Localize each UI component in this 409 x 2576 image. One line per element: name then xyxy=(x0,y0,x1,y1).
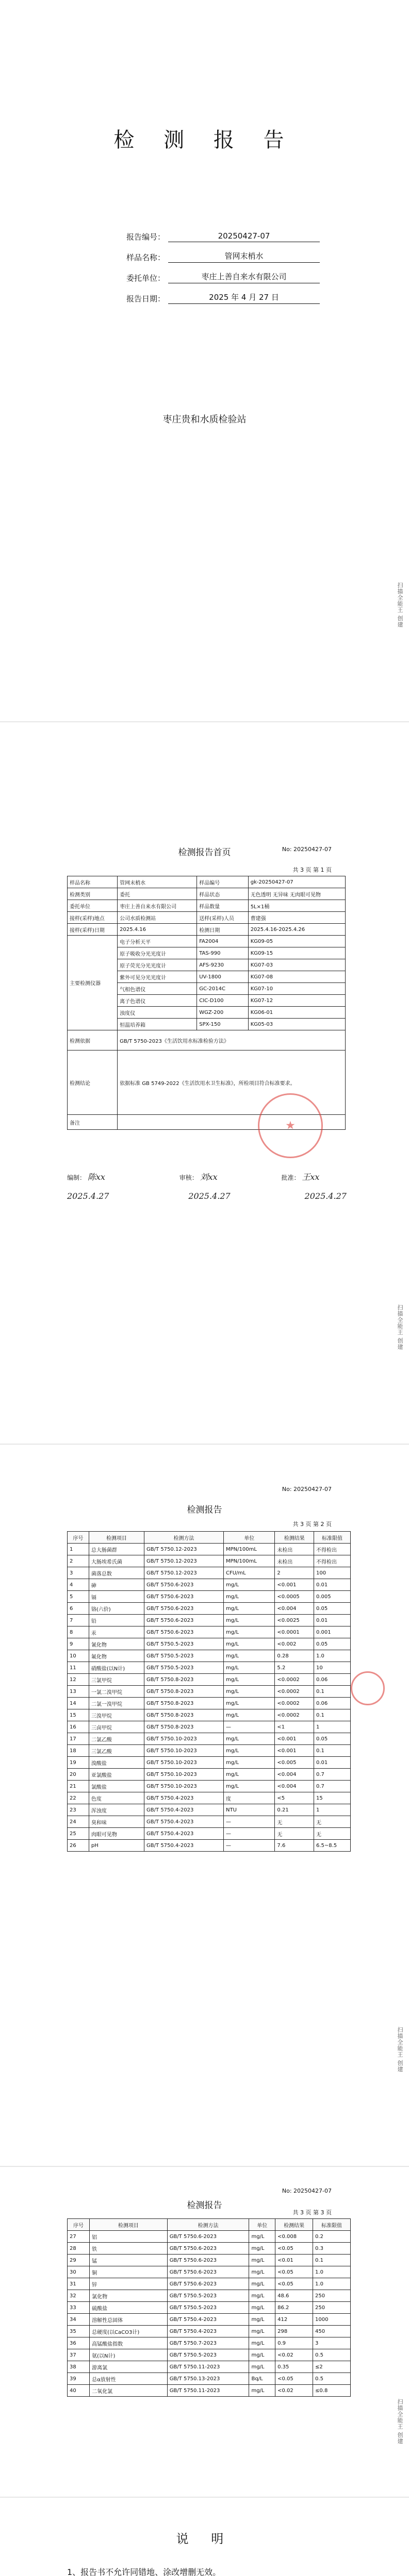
table-row: 气相色谱仪 GC-2014C KG07-10 xyxy=(68,983,346,995)
doc-number: No: 20250427-07 xyxy=(282,2188,332,2194)
cover-title: 检 测 报 告 xyxy=(113,128,296,152)
seam-seal xyxy=(351,1671,385,1705)
cover-field-sample-name: 样品名称： 管网末梢水 xyxy=(103,242,320,263)
table-row: 14 二氯一溴甲烷 GB/T 5750.8-2023 mg/L <0.0002 0.06 xyxy=(68,1698,351,1709)
table-header-row: 序号 检测项目 检测方法 单位 检测结果 标准限值 xyxy=(68,1532,351,1544)
first-page xyxy=(0,722,409,1444)
table-row: 17 二氯乙酸 GB/T 5750.10-2023 mg/L <0.001 0.05 xyxy=(68,1733,351,1745)
table-row: 36 高锰酸盐指数 GB/T 5750.7-2023 mg/L 0.9 3 xyxy=(68,2337,351,2349)
cover-organization: 枣庄贵和水质检验站 xyxy=(162,414,247,425)
table-row: 原子吸收分光光度计 TAS-990 KG09-15 xyxy=(68,947,346,959)
table-row: 紫外可见分光光度计 UV-1800 KG07-08 xyxy=(68,971,346,983)
table-row: 9 氰化物 GB/T 5750.5-2023 mg/L <0.002 0.05 xyxy=(68,1638,351,1650)
table-row: 37 氨(以N计) GB/T 5750.5-2023 mg/L <0.02 0.5 xyxy=(68,2349,351,2361)
table-row: 23 浑浊度 GB/T 5750.4-2023 NTU 0.21 1 xyxy=(68,1804,351,1816)
table-row: 31 锌 GB/T 5750.6-2023 mg/L <0.05 1.0 xyxy=(68,2278,351,2290)
table-row: 12 三氯甲烷 GB/T 5750.8-2023 mg/L <0.0002 0.06 xyxy=(68,1674,351,1686)
notes-page xyxy=(0,2498,409,2576)
table-row: 28 铁 GB/T 5750.6-2023 mg/L <0.05 0.3 xyxy=(68,2243,351,2255)
table-row: 浊度仪 WGZ-200 KG06-01 xyxy=(68,1007,346,1019)
table-row: 检测结论 依据标准 GB 5749-2022《生活饮用水卫生标准》，所检项目符合标准要求。 xyxy=(68,1050,346,1115)
table-row: 离子色谱仪 CIC-D100 KG07-12 xyxy=(68,995,346,1007)
table-row: 主要检测仪器 电子分析天平 FA2004 KG09-05 xyxy=(68,936,346,947)
table-row: 备注 xyxy=(68,1115,346,1130)
table-row: 20 亚氯酸盐 GB/T 5750.10-2023 mg/L <0.004 0.7 xyxy=(68,1769,351,1781)
page-info: 共 3 页 第 2 页 xyxy=(292,1521,332,1528)
note-item: 1、报告书不允许同错地、涂改增删无效。 xyxy=(67,2567,221,2576)
table-row: 16 三卤甲烷 GB/T 5750.8-2023 — <1 1 xyxy=(68,1721,351,1733)
notes-title: 说 明 xyxy=(176,2532,233,2546)
signature: 陈xx xyxy=(87,1172,105,1182)
table-row: 4 砷 GB/T 5750.6-2023 mg/L <0.001 0.01 xyxy=(68,1579,351,1591)
cover-field-report-date: 报告日期： 2025 年 4 月 27 日 xyxy=(103,283,320,304)
results-page-1 xyxy=(0,1445,409,2166)
table-row: 24 臭和味 GB/T 5750.4-2023 — 无 无 xyxy=(68,1816,351,1828)
table-row: 样品名称 管网末梢水 样品编号 gk-20250427-07 xyxy=(68,876,346,888)
signature-dates: 2025.4.27 2025.4.27 2025.4.27 xyxy=(67,1191,347,1201)
table-row: 33 硫酸盐 GB/T 5750.5-2023 mg/L 86.2 250 xyxy=(68,2302,351,2314)
table-row: 38 游离氯 GB/T 5750.11-2023 mg/L 0.35 ≤2 xyxy=(68,2361,351,2373)
cover-field-client: 委托单位： 枣庄上善自来水有限公司 xyxy=(103,263,320,283)
scanner-watermark: 扫描全能王 创建 xyxy=(397,582,403,628)
results-table xyxy=(67,2218,351,2397)
page-info: 共 3 页 第 1 页 xyxy=(292,867,332,873)
results-title: 检测报告 xyxy=(187,1505,222,1515)
table-row: 原子荧光分光光度计 AFS-9230 KG07-03 xyxy=(68,959,346,971)
table-row: 3 菌落总数 GB/T 5750.12-2023 CFU/mL 2 100 xyxy=(68,1567,351,1579)
table-row: 10 氟化物 GB/T 5750.5-2023 mg/L 0.28 1.0 xyxy=(68,1650,351,1662)
table-row: 21 氯酸盐 GB/T 5750.10-2023 mg/L <0.004 0.7 xyxy=(68,1781,351,1792)
doc-number: No: 20250427-07 xyxy=(282,846,332,853)
results-title: 检测报告 xyxy=(187,2200,222,2211)
table-row: 7 铅 GB/T 5750.6-2023 mg/L <0.0025 0.01 xyxy=(68,1615,351,1626)
table-row: 接样(采样)地点 公司水质检测站 送样(采样)人员 曹建强 xyxy=(68,912,346,924)
official-seal: ★ xyxy=(258,1093,323,1158)
scanner-watermark: 扫描全能王 创建 xyxy=(397,1304,403,1350)
results-page-2 xyxy=(0,2167,409,2497)
table-row: 13 一氯二溴甲烷 GB/T 5750.8-2023 mg/L <0.0002 0.1 xyxy=(68,1686,351,1698)
table-row: 6 铬(六价) GB/T 5750.6-2023 mg/L <0.004 0.05 xyxy=(68,1603,351,1615)
table-row: 30 铜 GB/T 5750.6-2023 mg/L <0.05 1.0 xyxy=(68,2266,351,2278)
table-row: 39 总α放射性 GB/T 5750.13-2023 Bq/L <0.05 0.5 xyxy=(68,2373,351,2385)
signature-block: 编制： 陈xx 审核： 刘xx 批准： 王xx xyxy=(67,1172,320,1182)
scanner-watermark: 扫描全能王 创建 xyxy=(397,2399,403,2445)
cover-field-report-no: 报告编号： 20250427-07 xyxy=(103,222,320,242)
notes-list xyxy=(67,2565,346,2576)
cover-fields xyxy=(103,222,320,304)
table-row: 5 镉 GB/T 5750.6-2023 mg/L <0.0005 0.005 xyxy=(68,1591,351,1603)
scanner-watermark: 扫描全能王 创建 xyxy=(397,2027,403,2073)
table-row: 委托单位 枣庄上善自来水有限公司 样品数量 5L×1桶 xyxy=(68,900,346,912)
table-row: 2 大肠埃希氏菌 GB/T 5750.12-2023 MPN/100mL 未检出 不得检出 xyxy=(68,1555,351,1567)
table-row: 26 pH GB/T 5750.4-2023 — 7.6 6.5~8.5 xyxy=(68,1840,351,1852)
table-row: 恒温培养箱 SPX-150 KG05-03 xyxy=(68,1019,346,1030)
table-row: 18 三氯乙酸 GB/T 5750.10-2023 mg/L <0.001 0.1 xyxy=(68,1745,351,1757)
page-info: 共 3 页 第 3 页 xyxy=(292,2209,332,2216)
table-row: 1 总大肠菌群 GB/T 5750.12-2023 MPN/100mL 未检出 不得检出 xyxy=(68,1544,351,1555)
table-row: 接样(采样)日期 2025.4.16 检测日期 2025.4.16-2025.4.26 xyxy=(68,924,346,936)
table-row: 27 铝 GB/T 5750.6-2023 mg/L <0.008 0.2 xyxy=(68,2231,351,2243)
first-page-table xyxy=(67,876,346,1130)
table-row: 检测依据 GB/T 5750-2023《生活饮用水标准检验方法》 xyxy=(68,1030,346,1050)
table-row: 检测类别 委托 样品状态 无色透明 无异味 无肉眼可见物 xyxy=(68,888,346,900)
first-page-title: 检测报告首页 xyxy=(178,848,231,858)
table-header-row: 序号 检测项目 检测方法 单位 检测结果 标准限值 xyxy=(68,2219,351,2231)
signature: 王xx xyxy=(302,1172,320,1182)
table-row: 35 总硬度(以CaCO3计) GB/T 5750.4-2023 mg/L 298 450 xyxy=(68,2326,351,2337)
table-row: 19 溴酸盐 GB/T 5750.10-2023 mg/L <0.005 0.01 xyxy=(68,1757,351,1769)
table-row: 15 三溴甲烷 GB/T 5750.8-2023 mg/L <0.0002 0.1 xyxy=(68,1709,351,1721)
table-row: 34 溶解性总固体 GB/T 5750.4-2023 mg/L 412 1000 xyxy=(68,2314,351,2326)
signature: 刘xx xyxy=(200,1172,218,1182)
table-row: 25 肉眼可见物 GB/T 5750.4-2023 — 无 无 xyxy=(68,1828,351,1840)
cover-page xyxy=(0,0,409,721)
table-row: 11 硝酸盐(以N计) GB/T 5750.5-2023 mg/L 5.2 10 xyxy=(68,1662,351,1674)
table-row: 32 氯化物 GB/T 5750.5-2023 mg/L 48.6 250 xyxy=(68,2290,351,2302)
table-row: 29 锰 GB/T 5750.6-2023 mg/L <0.01 0.1 xyxy=(68,2255,351,2266)
results-table xyxy=(67,1531,351,1852)
doc-number: No: 20250427-07 xyxy=(282,1486,332,1493)
table-row: 40 二氧化氯 GB/T 5750.11-2023 mg/L <0.02 ≤0.8 xyxy=(68,2385,351,2397)
table-row: 8 汞 GB/T 5750.6-2023 mg/L <0.0001 0.001 xyxy=(68,1626,351,1638)
table-row: 22 色度 GB/T 5750.4-2023 度 <5 15 xyxy=(68,1792,351,1804)
